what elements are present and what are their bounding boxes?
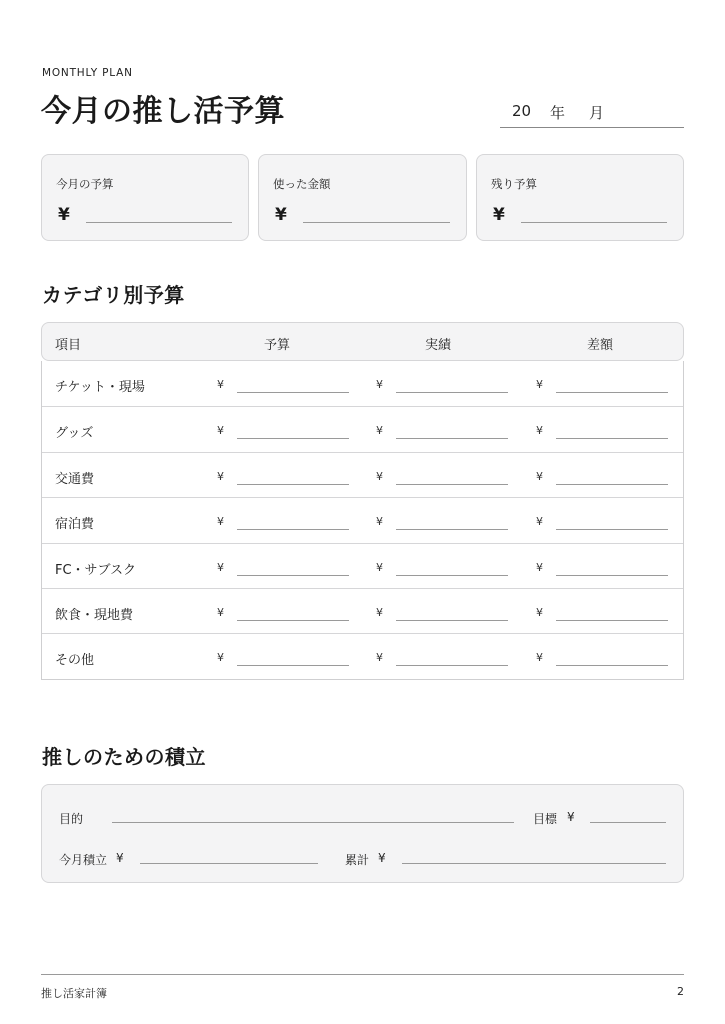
budget-amount-field[interactable] bbox=[237, 484, 349, 485]
yen-symbol: ¥ bbox=[217, 651, 224, 665]
difference-amount-field[interactable] bbox=[556, 529, 668, 530]
row-label: FC・サブスク bbox=[55, 562, 137, 578]
yen-symbol: ¥ bbox=[116, 851, 124, 865]
yen-symbol: ¥ bbox=[217, 378, 224, 391]
yen-symbol: ¥ bbox=[217, 424, 224, 438]
page-title: 今月の推し活予算 bbox=[41, 94, 285, 129]
monthly-saving-label: 今月積立 bbox=[59, 853, 108, 867]
row-label: 交通費 bbox=[55, 471, 95, 487]
date-field[interactable] bbox=[500, 98, 684, 128]
actual-amount-field[interactable] bbox=[396, 620, 508, 621]
budget-card-label: 今月の予算 bbox=[56, 177, 114, 191]
year-prefix: 20 bbox=[512, 102, 532, 120]
yen-symbol: ¥ bbox=[536, 605, 543, 619]
row-label: 飲食・現地費 bbox=[55, 607, 134, 623]
yen-symbol: ¥ bbox=[378, 851, 386, 865]
yen-symbol: ¥ bbox=[536, 424, 543, 438]
difference-amount-field[interactable] bbox=[556, 484, 668, 485]
row-label: チケット・現場 bbox=[55, 380, 145, 395]
budget-amount-field[interactable] bbox=[86, 222, 232, 223]
row-label: グッズ bbox=[55, 426, 94, 442]
table-row bbox=[42, 406, 683, 451]
yen-symbol: ¥ bbox=[567, 810, 575, 824]
spent-card-label: 使った金額 bbox=[273, 177, 331, 191]
year-unit: 年 bbox=[550, 104, 566, 122]
yen-symbol: ¥ bbox=[493, 205, 505, 225]
yen-symbol: ¥ bbox=[376, 469, 383, 483]
remaining-card-label: 残り予算 bbox=[491, 177, 537, 191]
actual-amount-field[interactable] bbox=[396, 392, 508, 393]
table-row bbox=[42, 588, 683, 633]
remaining-card bbox=[476, 154, 684, 241]
budget-amount-field[interactable] bbox=[237, 392, 349, 393]
table-row bbox=[42, 543, 683, 588]
budget-amount-field[interactable] bbox=[237, 438, 349, 439]
yen-symbol: ¥ bbox=[536, 515, 543, 529]
actual-amount-field[interactable] bbox=[396, 484, 508, 485]
category-section-title: カテゴリ別予算 bbox=[42, 283, 185, 307]
footer-title: 推し活家計簿 bbox=[41, 987, 107, 1000]
savings-panel bbox=[41, 784, 684, 883]
goal-label: 目標 bbox=[533, 812, 558, 826]
difference-amount-field[interactable] bbox=[556, 438, 668, 439]
budget-amount-field[interactable] bbox=[237, 529, 349, 530]
yen-symbol: ¥ bbox=[217, 605, 224, 619]
budget-amount-field[interactable] bbox=[237, 665, 349, 666]
monthly-saving-field[interactable] bbox=[140, 863, 318, 864]
table-row bbox=[42, 452, 683, 497]
footer-divider bbox=[41, 974, 684, 975]
difference-amount-field[interactable] bbox=[556, 665, 668, 666]
actual-amount-field[interactable] bbox=[396, 575, 508, 576]
table-row bbox=[42, 633, 683, 678]
column-header-actual: 実績 bbox=[425, 338, 452, 353]
table-header bbox=[41, 322, 684, 361]
yen-symbol: ¥ bbox=[376, 605, 383, 619]
difference-amount-field[interactable] bbox=[556, 392, 668, 393]
yen-symbol: ¥ bbox=[217, 560, 224, 574]
row-label: その他 bbox=[55, 653, 95, 669]
difference-amount-field[interactable] bbox=[556, 620, 668, 621]
column-header-item: 項目 bbox=[55, 338, 82, 353]
eyebrow-label: MONTHLY PLAN bbox=[42, 67, 133, 79]
yen-symbol: ¥ bbox=[536, 469, 543, 483]
table-row bbox=[42, 361, 683, 406]
actual-amount-field[interactable] bbox=[396, 438, 508, 439]
yen-symbol: ¥ bbox=[376, 424, 383, 438]
remaining-amount-field[interactable] bbox=[521, 222, 667, 223]
budget-amount-field[interactable] bbox=[237, 575, 349, 576]
yen-symbol: ¥ bbox=[217, 469, 224, 483]
category-table bbox=[41, 361, 684, 680]
page-number: 2 bbox=[677, 985, 684, 998]
difference-amount-field[interactable] bbox=[556, 575, 668, 576]
actual-amount-field[interactable] bbox=[396, 529, 508, 530]
row-label: 宿泊費 bbox=[55, 517, 95, 533]
yen-symbol: ¥ bbox=[376, 560, 383, 574]
total-saving-field[interactable] bbox=[402, 863, 666, 864]
purpose-label: 目的 bbox=[59, 812, 84, 826]
savings-section-title: 推しのための積立 bbox=[42, 745, 206, 769]
yen-symbol: ¥ bbox=[376, 378, 383, 391]
spent-amount-field[interactable] bbox=[303, 222, 450, 223]
column-header-budget: 予算 bbox=[264, 338, 291, 353]
budget-card bbox=[41, 154, 249, 241]
goal-amount-field[interactable] bbox=[590, 822, 666, 823]
total-label: 累計 bbox=[345, 853, 370, 867]
yen-symbol: ¥ bbox=[275, 205, 287, 225]
purpose-field[interactable] bbox=[112, 822, 514, 823]
yen-symbol: ¥ bbox=[536, 651, 543, 665]
yen-symbol: ¥ bbox=[536, 560, 543, 574]
yen-symbol: ¥ bbox=[376, 651, 383, 665]
yen-symbol: ¥ bbox=[217, 515, 224, 529]
budget-amount-field[interactable] bbox=[237, 620, 349, 621]
actual-amount-field[interactable] bbox=[396, 665, 508, 666]
yen-symbol: ¥ bbox=[376, 515, 383, 529]
table-row bbox=[42, 497, 683, 542]
yen-symbol: ¥ bbox=[536, 378, 543, 391]
yen-symbol: ¥ bbox=[58, 205, 70, 225]
month-unit: 月 bbox=[589, 104, 605, 122]
spent-card bbox=[258, 154, 467, 241]
column-header-difference: 差額 bbox=[587, 338, 614, 353]
